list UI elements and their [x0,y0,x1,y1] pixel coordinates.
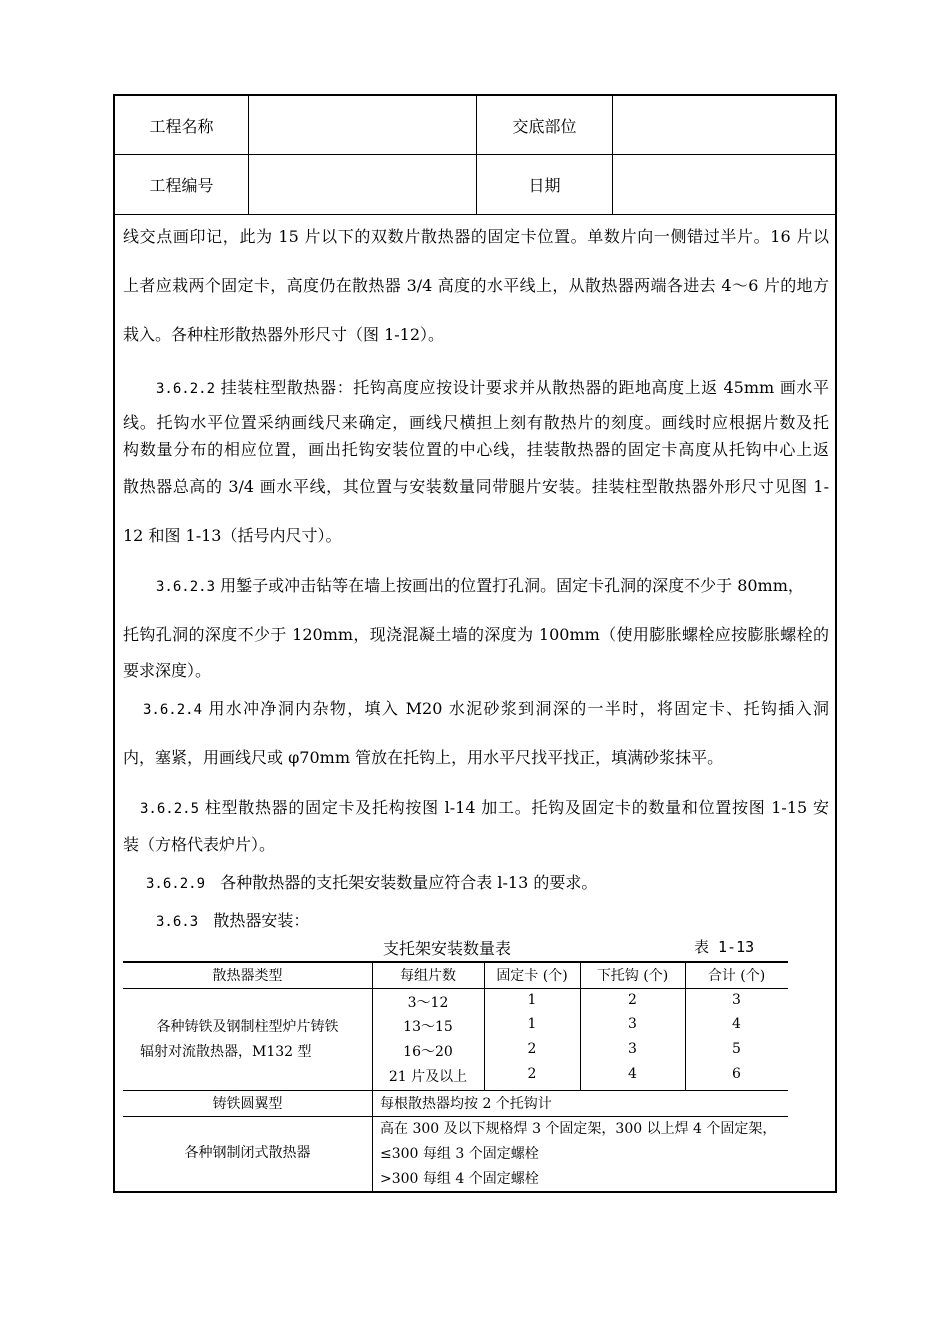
table-cell: 3～12 [407,995,449,1011]
table-cell: 3 [628,1016,637,1032]
table-bottom-rule [123,1191,788,1192]
location-label: 交底部位 [477,96,613,154]
section-text: 用水冲净洞内杂物，填入 M20 水泥砂浆到洞深的一半时，将固定卡、托钩插入洞 [208,699,829,718]
table-cell: 13～15 [403,1019,453,1035]
section-number: 3.6.2.9 [146,876,206,892]
table-cell: 5 [732,1041,741,1057]
table-cell: 4 [628,1066,637,1082]
table-row-rule [123,1116,788,1117]
section-363-line [123,910,829,933]
table-cell: 6 [732,1066,741,1082]
table-header-cell: 每组片数 [400,968,456,984]
table-row-rule [123,1090,788,1091]
project-no-label: 工程编号 [115,155,249,214]
section-3623-line [123,575,829,598]
section-number: 3.6.2.3 [156,579,216,595]
section-3624-line [123,698,829,721]
paragraph-line: 线交点画印记，此为 15 片以下的双数片散热器的固定卡位置。单数片向一侧错过半片。16 片以 [123,227,829,246]
paragraph-line: 托钩孔洞的深度不少于 120mm，现浇混凝土墙的深度为 100mm（使用膨胀螺栓应按膨胀螺栓的 [123,625,829,644]
table-cell: 16～20 [403,1044,453,1060]
project-no-value [249,155,477,214]
section-3629-line [123,872,829,895]
table-type-cell: 各种钢制闭式散热器 [184,1145,311,1161]
table-note-cell: 高在 300 及以下规格焊 3 个固定架，300 以上焊 4 个固定架， [380,1121,777,1137]
table-cell: 1 [527,1016,537,1032]
date-value [613,155,835,214]
table-cell: 2 [527,1066,537,1082]
section-number: 3.6.3 [156,914,199,930]
table-note-cell: >300 每组 4 个固定螺栓 [380,1171,539,1187]
section-3625-line [123,797,829,820]
table-header-cell: 固定卡 (个) [496,968,568,984]
table-number: 表 1-13 [694,938,755,956]
paragraph-line: 构数量分布的相应位置，画出托钩安装位置的中心线，挂装散热器的固定卡高度从托钩中心上返 [123,440,829,459]
section-text: 柱型散热器的固定卡及托构按图 l-14 加工。托钩及固定卡的数量和位置按图 1-15 安 [204,798,829,817]
paragraph-line: 线。托钩水平位置采纳画线尺来确定，画线尺横担上刻有散热片的刻度。画线时应根据片数及托 [123,413,829,432]
section-text: 挂装柱型散热器：托钩高度应按设计要求并从散热器的距地高度上返 45mm 画水平 [220,378,829,397]
table-cell: 4 [732,1016,741,1032]
project-name-value [249,96,477,154]
section-number: 3.6.2.2 [156,381,216,397]
header-row-1 [115,96,835,155]
table-cell: 21 片及以上 [388,1069,468,1085]
paragraph-line: 12 和图 1-13（括号内尺寸）。 [123,526,342,545]
table-header-rule [123,988,788,989]
table-cell: 2 [628,992,637,1008]
table-cell: 1 [527,992,537,1008]
paragraph-line: 内，塞紧，用画线尺或 φ70mm 管放在托钩上，用水平尺找平找正，填满砂浆抹平。 [123,748,724,767]
paragraph-line: 栽入。各种柱形散热器外形尺寸（图 1-12）。 [123,325,445,344]
section-number: 3.6.2.4 [143,702,203,718]
table-top-rule [123,961,788,963]
project-name-label: 工程名称 [115,96,249,154]
table-type-cell: 铸铁圆翼型 [212,1096,283,1112]
table-cell: 2 [527,1041,537,1057]
section-text: 用錾子或冲击钻等在墙上按画出的位置打孔洞。固定卡孔洞的深度不少于 80mm， [220,576,804,595]
paragraph-line: 装（方格代表炉片）。 [123,835,276,854]
table-type-cell: 各种铸铁及钢制柱型炉片铸铁 [156,1019,339,1035]
date-label: 日期 [477,155,613,214]
table-header-cell: 下托钩 (个) [596,968,669,984]
table-cell: 3 [628,1041,637,1057]
table-header-cell: 合计 (个) [707,968,766,984]
table-note-cell: ≤300 每组 3 个固定螺栓 [380,1146,539,1162]
section-3622-line [123,377,829,400]
table-cell: 3 [732,992,741,1008]
location-value [613,96,835,154]
table-header-cell: 散热器类型 [212,968,283,984]
section-number: 3.6.2.5 [140,801,200,817]
paragraph-line: 散热器总高的 3/4 画水平线，其位置与安装数量同带腿片安装。挂装柱型散热器外形尺寸见图 1- [123,477,829,496]
table-title: 支托架安装数量表 [383,939,512,958]
paragraph-line: 要求深度）。 [123,661,212,680]
table-note-cell: 每根散热器均按 2 个托钩计 [380,1096,552,1112]
table-type-cell: 辐射对流散热器，M132 型 [140,1044,312,1060]
section-text: 各种散热器的支托架安装数量应符合表 l-13 的要求。 [220,873,598,892]
header-row-2 [115,155,835,215]
paragraph-line: 上者应栽两个固定卡，高度仍在散热器 3/4 高度的水平线上，从散热器两端各进去 4～6 片的地方 [123,276,829,295]
section-text: 散热器安装： [213,911,310,930]
